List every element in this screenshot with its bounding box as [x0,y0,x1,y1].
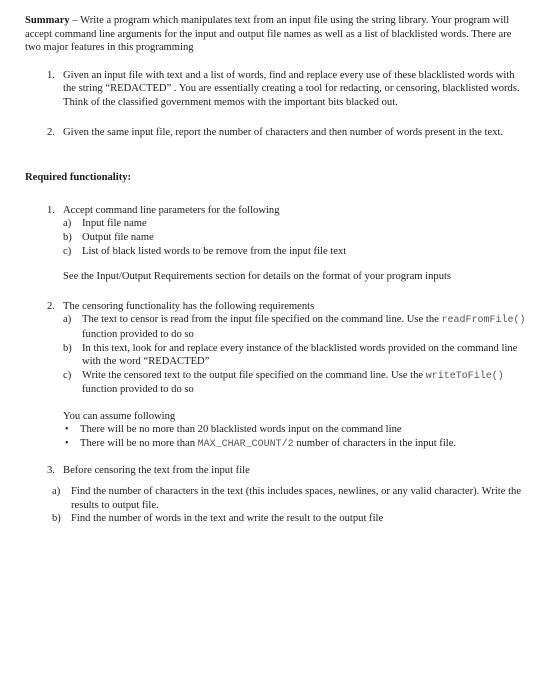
sub-text: Find the number of characters in the text (this includes spaces, newlines, or any valid character). Write the results to output file. [71,486,522,511]
sub-item [63,245,530,259]
list-marker: 2. [47,300,55,312]
feature-item [25,69,530,110]
bullet-marker: • [65,438,69,450]
item-text: The censoring functionality has the following requirements [63,300,315,312]
list-marker: 1. [47,69,55,81]
sub-marker: a) [63,314,72,326]
sub-list [49,485,530,526]
list-marker: 2. [47,126,55,138]
sub-item [63,217,530,231]
sub-text: function provided to do so [82,328,194,340]
sub-item [49,512,530,526]
item-text: Accept command line parameters for the following [63,204,280,216]
bullet-text: There will be no more than [80,438,198,450]
sub-list [63,313,530,397]
required-item-3 [25,464,530,526]
sub-item [63,231,530,245]
feature-text: Given the same input file, report the number of characters and then number of words present in the text. [63,126,504,138]
item-text: Before censoring the text from the input file [63,464,250,476]
required-list [25,204,530,526]
required-heading: Required functionality: [25,172,132,184]
sub-text: Output file name [82,231,154,243]
sub-list [63,217,530,258]
sub-text: function provided to do so [82,384,194,396]
code-read-from-file: readFromFile() [441,315,526,327]
sub-text: Input file name [82,218,147,230]
summary-text: – Write a program which manipulates text from an input file using the string library. Your program will accept command line arguments for the input and output file names as well as a list of blacklisted words. There are two major features in this programming [25,15,512,54]
sub-marker: c) [63,369,72,381]
bullet-item [63,437,530,452]
sub-item [49,485,530,512]
required-item-1 [25,204,530,284]
feature-text: Given an input file with text and a list of words, find and replace every use of these blacklisted words with the string “REDACTED” . You are essentially creating a tool for redacting, or censoring, blacklisted words. Think of the classified government memos with the important bits blacked out. [63,69,520,108]
sub-marker: b) [63,231,72,243]
sub-item [63,313,530,341]
bullet-text: There will be no more than 20 blacklisted words input on the command line [80,424,402,436]
bullet-marker: • [65,424,69,436]
list-marker: 1. [47,204,55,216]
bullet-list [63,423,530,451]
sub-text: List of black listed words to be remove from the input file text [82,245,347,257]
feature-item [25,126,530,140]
bullet-text: number of characters in the input file. [293,438,457,450]
summary-paragraph [25,14,530,55]
bullet-item [63,423,530,437]
sub-item [63,369,530,397]
sub-marker: b) [52,513,61,525]
sub-marker: a) [52,486,61,498]
sub-marker: c) [63,245,72,257]
sub-text: The text to censor is read from the input file specified on the command line. Use the [82,314,442,326]
code-max-char-count: MAX_CHAR_COUNT/2 [197,439,294,451]
sub-text: In this text, look for and replace every instance of the blacklisted words provided on the command line with the word “REDACTED” [82,342,518,368]
sub-marker: a) [63,218,72,230]
list-marker: 3. [47,464,55,476]
required-item-2 [25,300,530,452]
sub-marker: b) [63,342,72,354]
sub-text: Write the censored text to the output file specified on the command line. Use the [82,369,426,381]
assume-label: You can assume following [63,410,176,422]
summary-label: Summary [25,15,70,26]
document [25,14,530,526]
io-note: See the Input/Output Requirements section for details on the format of your program inputs [63,271,452,283]
sub-text: Find the number of words in the text and write the result to the output file [71,513,384,525]
sub-item [63,342,530,369]
feature-list [25,69,530,139]
code-write-to-file: writeToFile() [425,370,504,382]
